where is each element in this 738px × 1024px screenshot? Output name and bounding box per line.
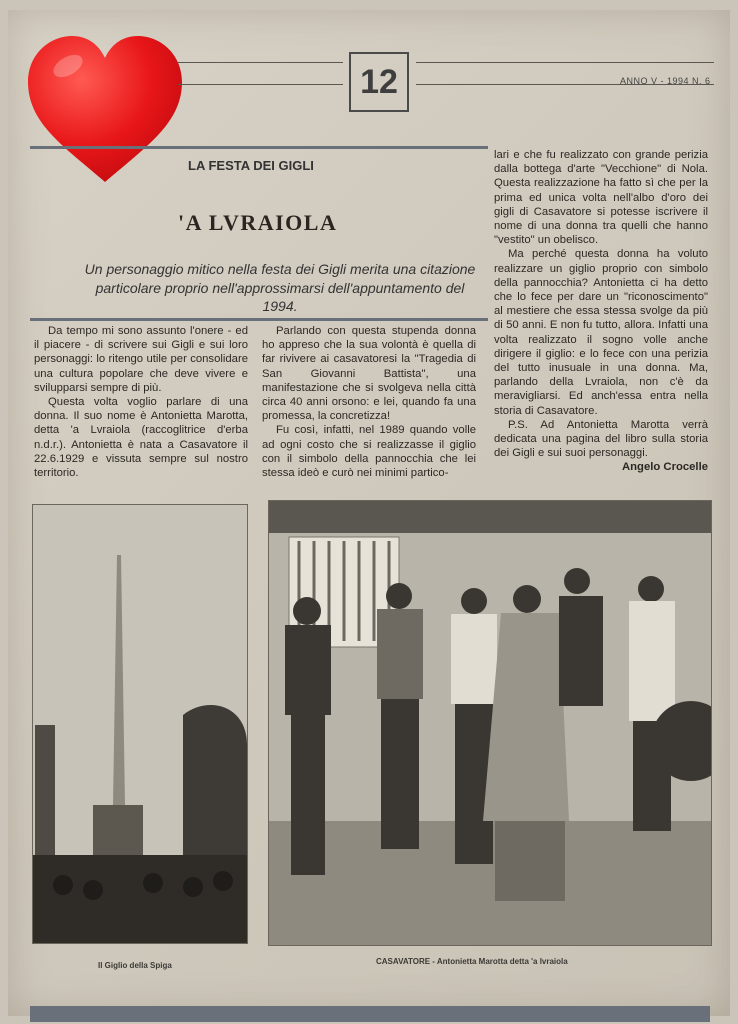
column-1: [34, 324, 248, 480]
page-number: 12: [349, 52, 409, 112]
paragraph: Ma perché questa donna ha voluto realizzare un giglio proprio con simbolo della pannocchia? Antonietta ci ha detto che lo fece per dare un "riconoscimento" al mestiere che essa stessa svolge da più di 50 anni. E non fu tutto, allora. Infatti una volta realizzato il sogno volle anche dirigere il giglio: e lo fece con una perizia del tutto inusuale in una donna. Ma, parlando della Lvraiola, non c'è da meravigliarsi. Ed anch'essa entra nella storia di Casavatore.: [494, 248, 708, 417]
article-title: 'A LVRAIOLA: [178, 210, 338, 235]
issue-label: ANNO V - 1994 N. 6: [620, 76, 711, 86]
paragraph: Parlando con questa stupenda donna ho appreso che la sua volontà è quella di far rivivere ai casavatoresi la "Tragedia di San Giovanni Battista", una manifestazione che si svolgeva nella città circa 40 anni orsono: e lei, quando fa una promessa, la concretizza!: [262, 325, 476, 423]
author-signature: Angelo Crocelle: [621, 461, 708, 474]
header-rule: [178, 62, 343, 63]
column-3: [494, 148, 708, 475]
article-lead: Un personaggio mitico nella festa dei Gigli merita una citazione particolare proprio nell'approssimarsi dell'appuntamento del 1994.: [84, 261, 476, 314]
header-rule: [416, 62, 714, 63]
lead-rule: [30, 318, 488, 321]
paragraph: P.S. Ad Antonietta Marotta verrà dedicata una pagina del libro sulla storia dei Gigli e sui suoi personaggi.: [494, 418, 708, 460]
paragraph: Da tempo mi sono assunto l'onere - ed il piacere - di scrivere sui Gigli e sui loro personaggi: lo ritengo utile per consolidare una cultura popolare che deve vivere e svilupparsi sempre di più.: [34, 325, 248, 394]
left-photo-caption: Il Giglio della Spiga: [98, 961, 172, 970]
newspaper-page: [8, 10, 730, 1016]
column-2: [262, 324, 476, 480]
header-rule: [178, 84, 343, 85]
crowd-photo: [268, 500, 712, 946]
paragraph: Fu così, infatti, nel 1989 quando volle ad ogni costo che si realizzasse il giglio con il simbolo della pannocchia che lei stessa ideò e curò nei minimi partico-: [262, 424, 476, 480]
crowd-illustration: [269, 501, 711, 945]
giglio-photo: [32, 504, 248, 944]
paragraph: lari e che fu realizzato con grande perizia dalla bottega d'arte "Vecchione" di Nola. Questa realizzazione ha fatto sì che per la prima ed unica volta nell'albo d'oro dei gigli di Casavatore si potesse iscrivere il nome di una donna tra quelli che hanno "vestito" un obelisco.: [494, 149, 708, 247]
obelisk-illustration: [33, 505, 247, 943]
section-heading: LA FESTA DEI GIGLI: [188, 158, 314, 173]
paragraph: Questa volta voglio parlare di una donna. Il suo nome è Antonietta Marotta, detta 'a Lvraiola (raccoglitrice d'erba n.d.r.). Antonietta è nata a Casavatore il 22.6.1929 e vissuta sempre sul nostro territorio.: [34, 396, 248, 480]
right-photo-caption: CASAVATORE - Antonietta Marotta detta 'a lvraiola: [376, 957, 568, 966]
section-rule: [30, 146, 488, 149]
heart-icon: [26, 36, 184, 186]
footer-bar: [30, 1006, 710, 1022]
